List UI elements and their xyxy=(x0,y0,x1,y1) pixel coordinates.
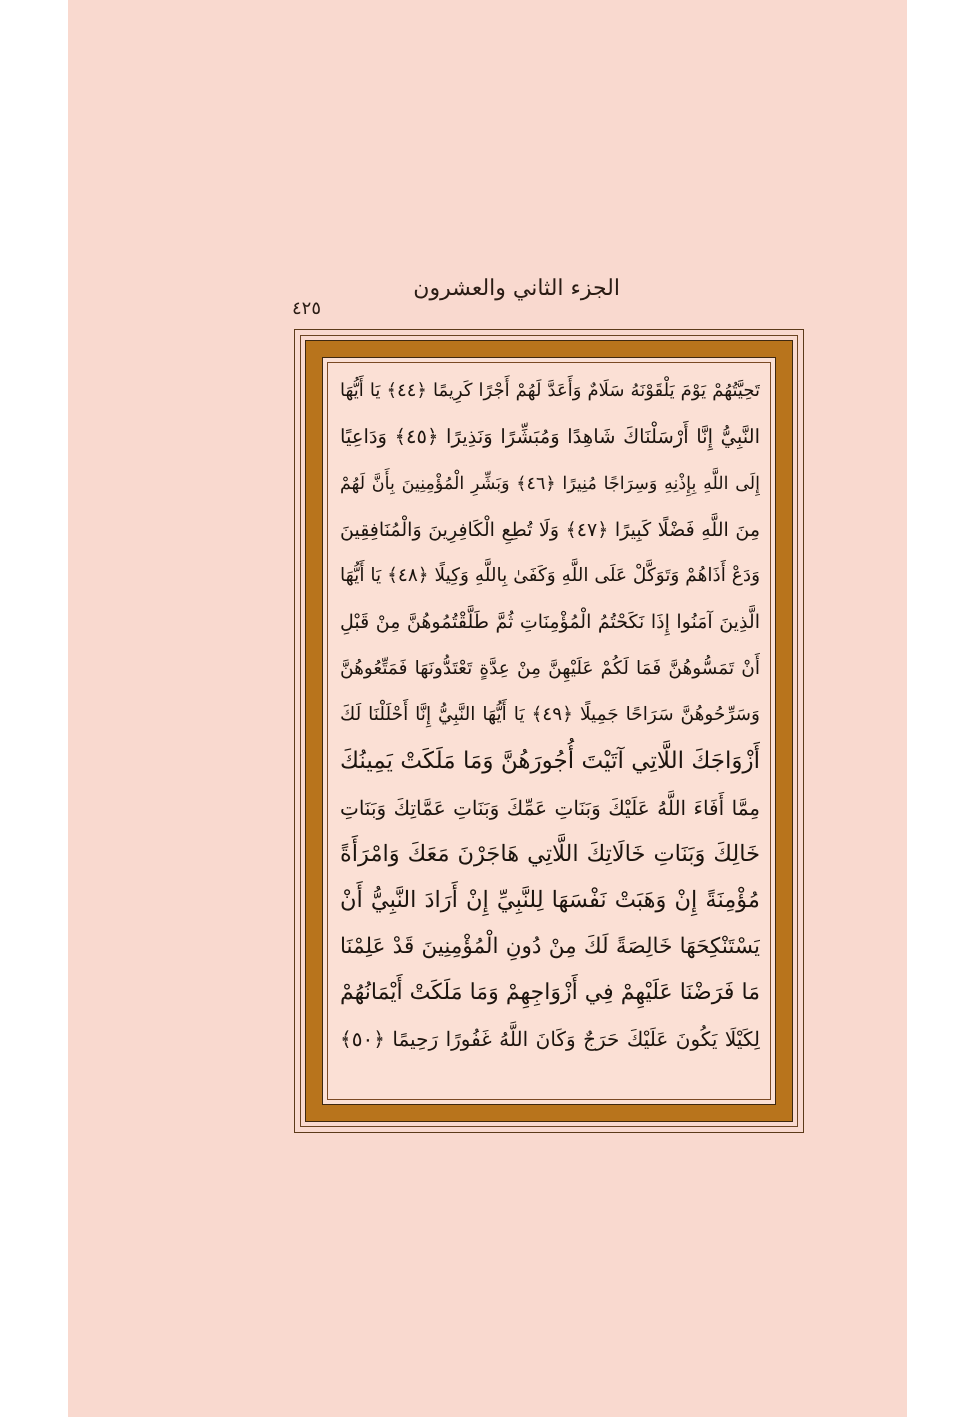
verse-line-9: أَزْوَاجَكَ اللَّاتِي آتَيْتَ أُجُورَهُنَّ وَمَا مَلَكَتْ يَمِينُكَ xyxy=(340,748,760,775)
page-number: ٤٢٥ xyxy=(292,298,322,319)
verse-line-14: مَا فَرَضْنَا عَلَيْهِمْ فِي أَزْوَاجِهِمْ وَمَا مَلَكَتْ أَيْمَانُهُمْ xyxy=(340,979,760,1005)
verse-line-11: خَالِكَ وَبَنَاتِ خَالَاتِكَ اللَّاتِي هَاجَرْنَ مَعَكَ وَامْرَأَةً xyxy=(340,840,760,867)
verse-lines xyxy=(340,368,760,1062)
verse-line-6: الَّذِينَ آمَنُوا إِذَا نَكَحْتُمُ الْمُؤْمِنَاتِ ثُمَّ طَلَّقْتُمُوهُنَّ مِنْ قَبْلِ xyxy=(340,611,760,634)
verse-line-13: يَسْتَنْكِحَهَا خَالِصَةً لَكَ مِنْ دُونِ الْمُؤْمِنِينَ قَدْ عَلِمْنَا xyxy=(340,933,760,959)
verse-line-2: النَّبِيُّ إِنَّا أَرْسَلْنَاكَ شَاهِدًا وَمُبَشِّرًا وَنَذِيرًا ﴿٤٥﴾ وَدَاعِيًا xyxy=(340,425,760,449)
verse-line-1: تَحِيَّتُهُمْ يَوْمَ يَلْقَوْنَهُ سَلَامٌ وَأَعَدَّ لَهُمْ أَجْرًا كَرِيمًا ﴿٤٤﴾ يَا أَيُّهَا xyxy=(340,380,760,401)
verse-line-12: مُؤْمِنَةً إِنْ وَهَبَتْ نَفْسَهَا لِلنَّبِيِّ إِنْ أَرَادَ النَّبِيُّ أَنْ xyxy=(340,887,760,914)
verse-line-5: وَدَعْ أَذَاهُمْ وَتَوَكَّلْ عَلَى اللَّهِ وَكَفَىٰ بِاللَّهِ وَكِيلًا ﴿٤٨﴾ يَا أَيُّهَا xyxy=(340,565,760,587)
verse-line-15: لِكَيْلَا يَكُونَ عَلَيْكَ حَرَجٌ وَكَانَ اللَّهُ غَفُورًا رَحِيمًا ﴿٥٠﴾ xyxy=(340,1027,760,1052)
verse-line-4: مِنَ اللَّهِ فَضْلًا كَبِيرًا ﴿٤٧﴾ وَلَا تُطِعِ الْكَافِرِينَ وَالْمُنَافِقِينَ xyxy=(340,518,760,541)
verse-line-7: أَنْ تَمَسُّوهُنَّ فَمَا لَكُمْ عَلَيْهِنَّ مِنْ عِدَّةٍ تَعْتَدُّونَهَا فَمَتِّعُوهُنَّ xyxy=(340,657,760,679)
verse-line-10: مِمَّا أَفَاءَ اللَّهُ عَلَيْكَ وَبَنَاتِ عَمِّكَ وَبَنَاتِ عَمَّاتِكَ وَبَنَاتِ xyxy=(340,795,760,820)
verse-line-3: إِلَى اللَّهِ بِإِذْنِهِ وَسِرَاجًا مُنِيرًا ﴿٤٦﴾ وَبَشِّرِ الْمُؤْمِنِينَ بِأَنَّ لَهُمْ xyxy=(340,473,760,494)
verse-line-8: وَسَرِّحُوهُنَّ سَرَاحًا جَمِيلًا ﴿٤٩﴾ يَا أَيُّهَا النَّبِيُّ إِنَّا أَحْلَلْنَا لَكَ xyxy=(340,704,760,726)
juz-header-title: الجزء الثاني والعشرون xyxy=(413,276,620,301)
